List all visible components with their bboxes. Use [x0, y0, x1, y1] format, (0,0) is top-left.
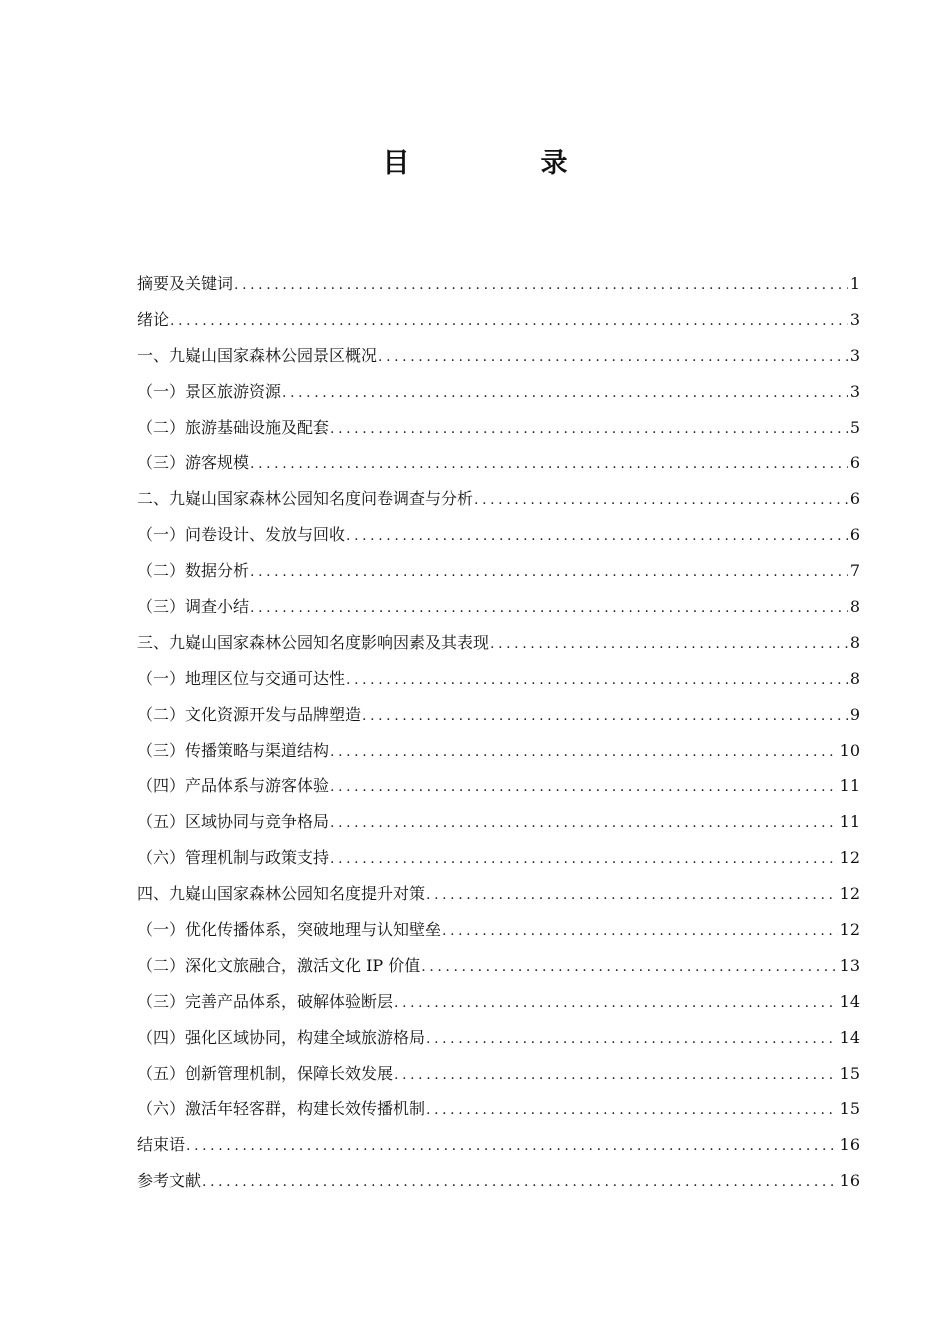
toc-entry-label: （二）深化文旅融合，激活文化 IP 价值	[137, 955, 421, 975]
toc-entry-label: （四）强化区域协同，构建全域旅游格局	[137, 1027, 426, 1047]
toc-dot-leader	[394, 1058, 838, 1094]
toc-dot-leader	[442, 914, 838, 950]
toc-entry[interactable]	[137, 1056, 860, 1092]
toc-dot-leader	[170, 304, 848, 340]
toc-entry-label: 参考文献	[137, 1171, 202, 1191]
toc-entry-page-number: 12	[839, 848, 860, 868]
toc-dot-leader	[186, 1129, 838, 1165]
toc-entry-label: 摘要及关键词	[137, 274, 234, 293]
toc-dot-leader	[330, 770, 838, 806]
toc-entry-label: （一）优化传播体系，突破地理与认知壁垒	[137, 920, 442, 940]
toc-entry-page-number: 13	[839, 955, 860, 975]
toc-entry[interactable]	[137, 625, 860, 661]
toc-entry[interactable]	[137, 1020, 860, 1056]
toc-entry-label: （三）完善产品体系，破解体验断层	[137, 991, 394, 1011]
toc-dot-leader	[346, 519, 848, 555]
toc-entry-label: （二）文化资源开发与品牌塑造	[137, 704, 362, 724]
toc-entry-label: 四、九嶷山国家森林公园知名度提升对策	[137, 884, 426, 904]
toc-entry[interactable]	[137, 410, 860, 446]
toc-entry-page-number: 1	[849, 274, 860, 293]
toc-entry-page-number: 6	[849, 489, 860, 509]
table-of-contents	[137, 266, 860, 1199]
toc-entry-page-number: 11	[839, 812, 860, 832]
toc-dot-leader	[330, 806, 838, 842]
toc-entry-label: （六）管理机制与政策支持	[137, 848, 330, 868]
toc-entry-page-number: 3	[849, 381, 860, 401]
toc-entry[interactable]	[137, 804, 860, 840]
toc-dot-leader	[330, 842, 838, 878]
toc-dot-leader	[394, 986, 838, 1022]
toc-entry[interactable]	[137, 338, 860, 374]
toc-dot-leader	[330, 735, 838, 771]
toc-entry-page-number: 6	[849, 453, 860, 473]
toc-entry-label: （三）游客规模	[137, 453, 250, 473]
toc-entry[interactable]	[137, 553, 860, 589]
toc-entry-label: （五）区域协同与竞争格局	[137, 812, 330, 832]
toc-dot-leader	[426, 1093, 838, 1129]
toc-entry-label: （六）激活年轻客群，构建长效传播机制	[137, 1099, 426, 1119]
toc-entry-label: （一）景区旅游资源	[137, 381, 282, 401]
toc-entry-page-number: 14	[839, 1027, 860, 1047]
toc-entry-page-number: 15	[839, 1099, 860, 1119]
toc-dot-leader	[250, 591, 848, 627]
toc-entry-page-number: 3	[849, 309, 860, 329]
toc-entry-page-number: 16	[839, 1135, 860, 1155]
toc-entry[interactable]	[137, 302, 860, 338]
toc-entry-label: 二、九嶷山国家森林公园知名度问卷调查与分析	[137, 489, 474, 509]
toc-entry-page-number: 3	[849, 345, 860, 365]
toc-entry[interactable]	[137, 912, 860, 948]
toc-entry-page-number: 11	[839, 776, 860, 796]
toc-entry-page-number: 12	[839, 920, 860, 940]
toc-dot-leader	[474, 483, 848, 519]
toc-entry-page-number: 7	[849, 561, 860, 581]
toc-entry-label: 结束语	[137, 1135, 186, 1155]
toc-entry-page-number: 12	[839, 884, 860, 904]
toc-entry-label: （三）传播策略与渠道结构	[137, 740, 330, 760]
toc-entry[interactable]	[137, 840, 860, 876]
toc-dot-leader	[330, 412, 848, 448]
toc-dot-leader	[202, 1165, 838, 1201]
toc-entry[interactable]	[137, 374, 860, 410]
toc-entry-page-number: 9	[849, 704, 860, 724]
toc-dot-leader	[282, 376, 848, 412]
toc-entry-page-number: 6	[849, 525, 860, 545]
toc-entry-label: （一）问卷设计、发放与回收	[137, 525, 346, 545]
toc-entry-page-number: 8	[849, 597, 860, 617]
toc-entry[interactable]	[137, 589, 860, 625]
toc-entry[interactable]	[137, 768, 860, 804]
toc-entry-label: （二）旅游基础设施及配套	[137, 417, 330, 437]
toc-entry[interactable]	[137, 517, 860, 553]
toc-dot-leader	[362, 699, 848, 735]
toc-dot-leader	[378, 340, 848, 376]
toc-dot-leader	[250, 555, 848, 591]
toc-entry-page-number: 14	[839, 991, 860, 1011]
toc-entry-page-number: 8	[849, 632, 860, 652]
toc-entry-label: 三、九嶷山国家森林公园知名度影响因素及其表现	[137, 632, 490, 652]
toc-entry[interactable]	[137, 661, 860, 697]
toc-entry[interactable]	[137, 1091, 860, 1127]
toc-dot-leader	[250, 447, 848, 483]
toc-entry-page-number: 8	[849, 668, 860, 688]
toc-entry[interactable]	[137, 733, 860, 769]
toc-entry-page-number: 10	[839, 740, 860, 760]
toc-dot-leader	[490, 627, 848, 663]
toc-entry-label: （二）数据分析	[137, 561, 250, 581]
toc-entry-page-number: 5	[849, 417, 860, 437]
toc-entry-label: 绪论	[137, 309, 170, 329]
toc-entry[interactable]	[137, 1163, 860, 1199]
toc-entry-label: 一、九嶷山国家森林公园景区概况	[137, 345, 378, 365]
toc-entry[interactable]	[137, 1127, 860, 1163]
toc-dot-leader	[426, 1022, 838, 1058]
toc-entry[interactable]	[137, 984, 860, 1020]
toc-entry[interactable]	[137, 266, 860, 302]
toc-entry[interactable]	[137, 481, 860, 517]
toc-entry-label: （四）产品体系与游客体验	[137, 776, 330, 796]
toc-entry-label: （三）调查小结	[137, 597, 250, 617]
toc-entry-page-number: 16	[839, 1171, 860, 1191]
toc-dot-leader	[346, 663, 848, 699]
toc-entry-page-number: 15	[839, 1063, 860, 1083]
toc-entry-label: （五）创新管理机制，保障长效发展	[137, 1063, 394, 1083]
toc-entry[interactable]	[137, 948, 860, 984]
toc-dot-leader	[421, 950, 837, 986]
toc-entry[interactable]	[137, 876, 860, 912]
toc-dot-leader	[234, 268, 848, 304]
page-title: 目 录	[382, 148, 620, 179]
toc-dot-leader	[426, 878, 838, 914]
toc-entry[interactable]	[137, 697, 860, 733]
toc-entry-label: （一）地理区位与交通可达性	[137, 668, 346, 688]
toc-entry[interactable]	[137, 445, 860, 481]
